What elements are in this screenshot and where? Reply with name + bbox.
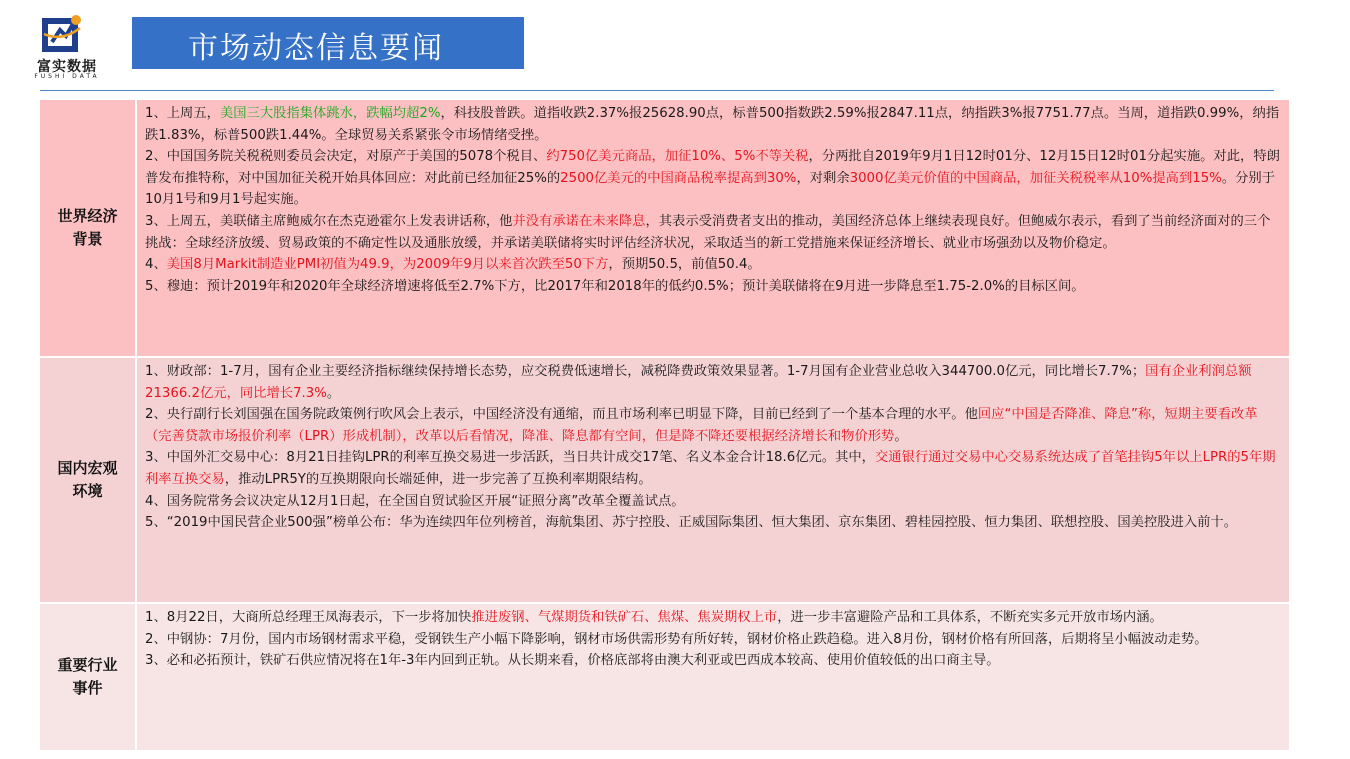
news-text: 1、上周五， [145,106,220,121]
news-text: ，预期50.5，前值50.4。 [608,257,761,273]
section-label-line: 环境 [72,482,103,500]
highlight-text: 约750亿美元商品，加征10%、5%不等关税 [546,149,809,165]
page-title: 市场动态信息要闻 [188,31,444,66]
section-label-line: 事件 [72,679,103,697]
news-item [145,404,1283,447]
news-text: 5、“2019中国民营企业500强”榜单公布：华为连续四年位列榜首，海航集团、苏宁控股、正威国际集团、恒大集团、京东集团、碧桂园控股、恒力集团、联想控股、国美控股进入前十。 [145,515,1238,531]
news-text: ，分两批自2019年9月1日12时01分、12月15日12时01分起实施。对此，特朗普发布推特称，对中国加征关税开始具体回应：对此前已经加征25%的 [145,149,1280,186]
section-content-domestic-macro [137,356,1289,602]
highlight-text: 并没有承诺在未来降息 [512,213,646,229]
news-text: 5、穆迪：预计2019年和2020年全球经济增速将低至2.7%下方，比2017年和2018年的低约0.5%；预计美联储将在9月进一步降息至1.75-2.0%的目标区间。 [145,278,1085,294]
section-content-industry-events [137,602,1289,750]
news-text: ，科技股普跌。道指收跌2.37%报25628.90点，标普500指数跌2.59%报2847.11点，纳指跌3%报7751.77点。当周，道指跌0.99%，纳指跌1.83%，标普500跌1.44%。全球贸易关系紧张令市场情绪受挫。 [145,106,1280,143]
news-text: ，进一步丰富避险产品和工具体系，不断充实多元开放市场内涵。 [777,610,1163,625]
news-item [145,361,1283,404]
highlight-text: 回应“中国是否降准、降息”称，短期主要看改革（完善贷款市场报价利率（LPR）形成机制），改革以后看情况，降准、降息都有空间，但是降不降还要根据经济增长和物价形势 [145,407,1258,444]
section-label-line: 背景 [72,230,103,248]
news-item [145,607,1283,629]
news-item [145,629,1283,651]
highlight-text: 美国8月Markit制造业PMI初值为49.9，为2009年9月以来首次跌至50下方 [166,257,609,273]
highlight-text: 3000亿美元价值的中国商品，加征关税税率从10%提高到15% [849,170,1222,186]
highlight-text: 国有企业利润总额21366.2亿元，同比增长7.3% [145,364,1252,401]
news-text: 2、中国国务院关税税则委员会决定，对原产于美国的5078个税目、 [145,149,547,165]
section-label-world-economy [40,100,137,356]
news-item [145,254,1283,276]
news-text: 1、8月22日，大商所总经理王凤海表示，下一步将加快 [145,610,472,625]
highlight-text: 美国三大股指集体跳水，跌幅均超2% [219,106,441,121]
news-text: 。分别于10月1号和9月1号起实施。 [145,170,1275,208]
news-text: ，对剩余 [796,170,850,186]
news-text: 。 [894,428,908,444]
news-text: 3、中国外汇交易中心：8月21日挂钩LPR的利率互换交易进一步活跃，当日共计成交17笔、名义本金合计18.6亿元。其中， [145,450,875,466]
news-text: 4、 [145,257,167,273]
highlight-text: 交通银行通过交易中心交易系统达成了首笔挂钩5年以上LPR的5年期利率互换交易 [145,450,1276,487]
logo-name-cn: 富实数据 [37,59,97,75]
news-text: 2、中钢协：7月份，国内市场钢材需求平稳，受钢铁生产小幅下降影响，钢材市场供需形势有所好转，钢材价格止跌趋稳。进入8月份，钢材价格有所回落，后期将呈小幅波动走势。 [145,631,1208,647]
news-item [145,512,1283,534]
news-item [145,276,1283,298]
news-item [145,491,1283,513]
news-text: 3、必和必拓预计，铁矿石供应情况将在1年-3年内回到正轨。从长期来看，价格底部将由澳大利亚或巴西成本较高、使用价值较低的出口商主导。 [145,653,1000,669]
section-content-world-economy [137,100,1289,356]
news-text: 3、上周五，美联储主席鲍威尔在杰克逊霍尔上发表讲话称，他 [145,213,513,229]
header-divider [40,90,1274,91]
news-text: 。 [326,385,341,401]
section-label-line: 国内宏观 [57,459,118,477]
news-item [145,447,1283,490]
fushi-logo-icon [40,12,84,56]
highlight-text: 2500亿美元的中国商品税率提高到30% [560,170,797,186]
news-text: 4、国务院常务会议决定从12月1日起，在全国自贸试验区开展“证照分离”改革全覆盖试点。 [145,493,685,509]
section-label-line: 重要行业 [57,656,118,674]
news-item [145,650,1283,672]
news-item [145,103,1283,146]
highlight-text: 推进废钢、气煤期货和铁矿石、焦煤、焦炭期权上市 [471,610,778,625]
news-table [40,100,1289,750]
news-text: ，推动LPR5Y的互换期限向长端延伸，进一步完善了互换利率期限结构。 [224,471,652,487]
news-item [145,211,1283,254]
title-banner [132,17,524,69]
logo [12,10,120,78]
logo-name-en: FUSHI DATA [34,73,100,80]
news-item [145,146,1283,211]
news-text: 1、财政部：1-7月，国有企业主要经济指标继续保持增长态势，应交税费低速增长，减税降费政策效果显著。1-7月国有企业营业总收入344700.0亿元，同比增长7.7%； [145,364,1146,379]
news-text: 2、央行副行长刘国强在国务院政策例行吹风会上表示，中国经济没有通缩，而且市场利率已明显下降，目前已经到了一个基本合理的水平。他 [145,407,978,423]
section-label-domestic-macro [40,356,137,602]
section-label-industry-events [40,602,137,750]
news-text: ，其表示受消费者支出的推动，美国经济总体上继续表现良好。但鲍威尔表示，看到了当前经济面对的三个挑战：全球经济放缓、贸易政策的不确定性以及通胀放缓，并承诺美联储将实时评估经济状况，采取适当的新工党措施来保证经济增长、就业市场强劲以及物价稳定。 [145,213,1271,251]
section-label-line: 世界经济 [57,207,118,225]
